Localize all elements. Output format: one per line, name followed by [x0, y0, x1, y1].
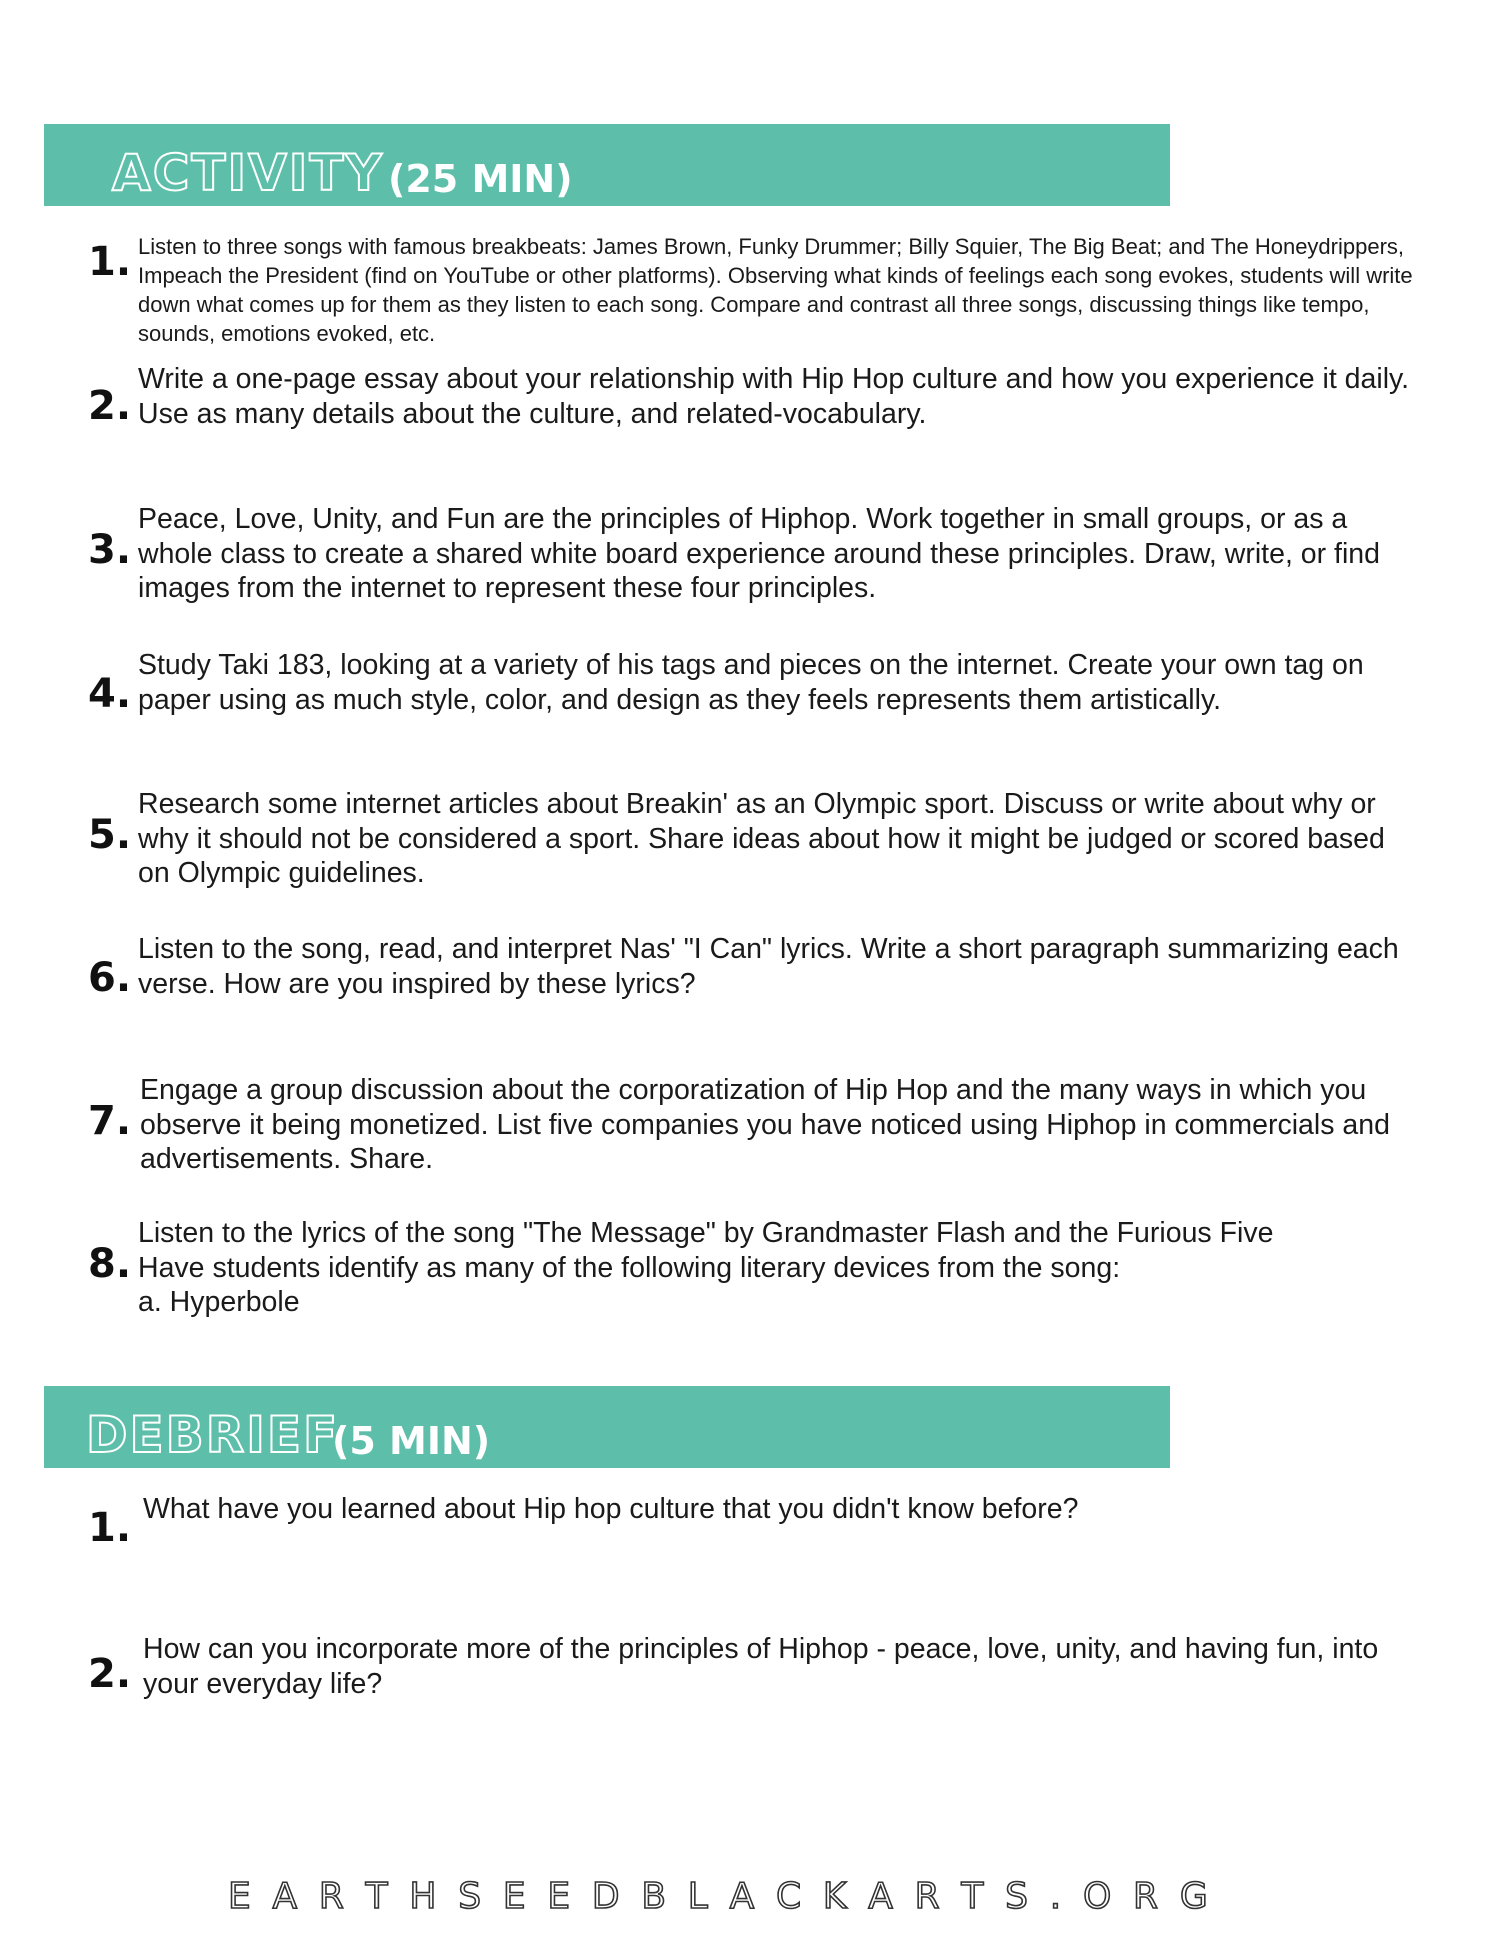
activity-item-text: Listen to three songs with famous breakbeats: James Brown, Funky Drummer; Billy Squier, The Big Beat; and The Honeydrippers, Impeach the President (find on YouTube or other platforms). Observing what kinds of feelings each song evokes, students will write down what comes up for them as they listen to each song. Compare and contrast all three songs, discussing things like tempo, sounds, emotions evoked, etc. — [138, 234, 1413, 346]
debrief-item-2 — [88, 1632, 1418, 1712]
activity-item-text: Listen to the song, read, and interpret Nas' "I Can" lyrics. Write a short paragraph summarizing each verse. How are you inspired by these lyrics? — [138, 933, 1399, 1000]
activity-item-8-line-3: a. Hyperbole — [138, 1286, 300, 1318]
footer-letter: H — [409, 1876, 437, 1917]
activity-item-2 — [88, 362, 1418, 442]
activity-section-title: ACTIVITY — [112, 144, 384, 202]
footer-letter: A — [729, 1876, 755, 1917]
activity-item-4 — [88, 648, 1418, 728]
footer-letter: G — [1179, 1876, 1208, 1917]
activity-item-8-line-2: Have students identify as many of the following literary devices from the song: — [138, 1251, 1121, 1284]
activity-item-number: 2. — [88, 383, 132, 429]
debrief-section-header — [44, 1386, 1170, 1468]
footer-letter: R — [914, 1876, 940, 1917]
footer-letter: B — [641, 1876, 667, 1917]
debrief-item-text: What have you learned about Hip hop culture that you didn't know before? — [143, 1493, 1079, 1525]
debrief-duration: (5 MIN) — [332, 1419, 491, 1463]
footer-letter: . — [1049, 1876, 1062, 1917]
activity-duration: (25 MIN) — [388, 157, 573, 201]
footer-letter: E — [547, 1876, 571, 1917]
activity-section-header — [44, 124, 1170, 206]
debrief-section-title: DEBRIEF — [86, 1406, 340, 1464]
activity-item-number: 7. — [88, 1098, 132, 1144]
activity-item-5 — [88, 787, 1418, 897]
footer-letter: T — [961, 1876, 984, 1917]
activity-item-3 — [88, 502, 1418, 612]
activity-item-number: 4. — [88, 671, 132, 717]
footer-letter: K — [822, 1876, 847, 1917]
activity-item-number: 6. — [88, 955, 132, 1001]
activity-item-text — [138, 1216, 1418, 1320]
footer-letter: S — [458, 1876, 482, 1917]
activity-item-text: Peace, Love, Unity, and Fun are the principles of Hiphop. Work together in small groups, or as a whole class to create a shared white board experience around these principles. Draw, write, or find images from the internet to represent these four principles. — [138, 503, 1380, 604]
activity-item-text: Engage a group discussion about the corporatization of Hip Hop and the many ways in which you observe it being monetized. List five companies you have noticed using Hiphop in commercials and advertisements. Share. — [140, 1074, 1390, 1175]
activity-item-text: Research some internet articles about Breakin' as an Olympic sport. Discuss or write about why or why it should not be considered a sport. Share ideas about how it might be judged or scored based on Olympic guidelines. — [138, 788, 1385, 889]
activity-item-number: 3. — [88, 527, 132, 573]
footer-letter: A — [868, 1876, 893, 1917]
footer-letter: A — [272, 1876, 298, 1917]
footer-letter: R — [318, 1876, 344, 1917]
footer-website — [228, 1876, 1208, 1917]
activity-item-1 — [88, 228, 1418, 348]
activity-item-8 — [88, 1216, 1418, 1326]
footer-letter: O — [1082, 1876, 1112, 1917]
debrief-item-text: How can you incorporate more of the principles of Hiphop - peace, love, unity, and having fun, into your everyday life? — [143, 1633, 1379, 1700]
footer-letter: S — [1005, 1876, 1028, 1917]
footer-letter: T — [365, 1876, 388, 1917]
activity-item-number: 8. — [88, 1241, 132, 1287]
debrief-item-number: 2. — [88, 1651, 132, 1697]
activity-item-text: Write a one-page essay about your relationship with Hip Hop culture and how you experience it daily. Use as many details about the culture, and related-vocabulary. — [138, 363, 1410, 430]
activity-item-number: 1. — [88, 239, 132, 285]
debrief-item-1 — [88, 1492, 1418, 1562]
footer-letter: E — [228, 1876, 251, 1917]
footer-letter: R — [1133, 1876, 1159, 1917]
activity-item-number: 5. — [88, 812, 132, 858]
footer-letter: D — [591, 1876, 620, 1917]
activity-item-8-line-1: Listen to the lyrics of the song "The Message" by Grandmaster Flash and the Furious Five — [138, 1217, 1274, 1249]
footer-letter: C — [775, 1876, 802, 1917]
footer-letter: L — [687, 1876, 708, 1917]
activity-item-7 — [88, 1073, 1418, 1183]
activity-item-6 — [88, 932, 1418, 1012]
debrief-item-number: 1. — [88, 1505, 132, 1551]
activity-item-text: Study Taki 183, looking at a variety of his tags and pieces on the internet. Create your own tag on paper using as much style, color, and design as they feels represents them artistically. — [138, 649, 1364, 716]
footer-letter: E — [502, 1876, 526, 1917]
